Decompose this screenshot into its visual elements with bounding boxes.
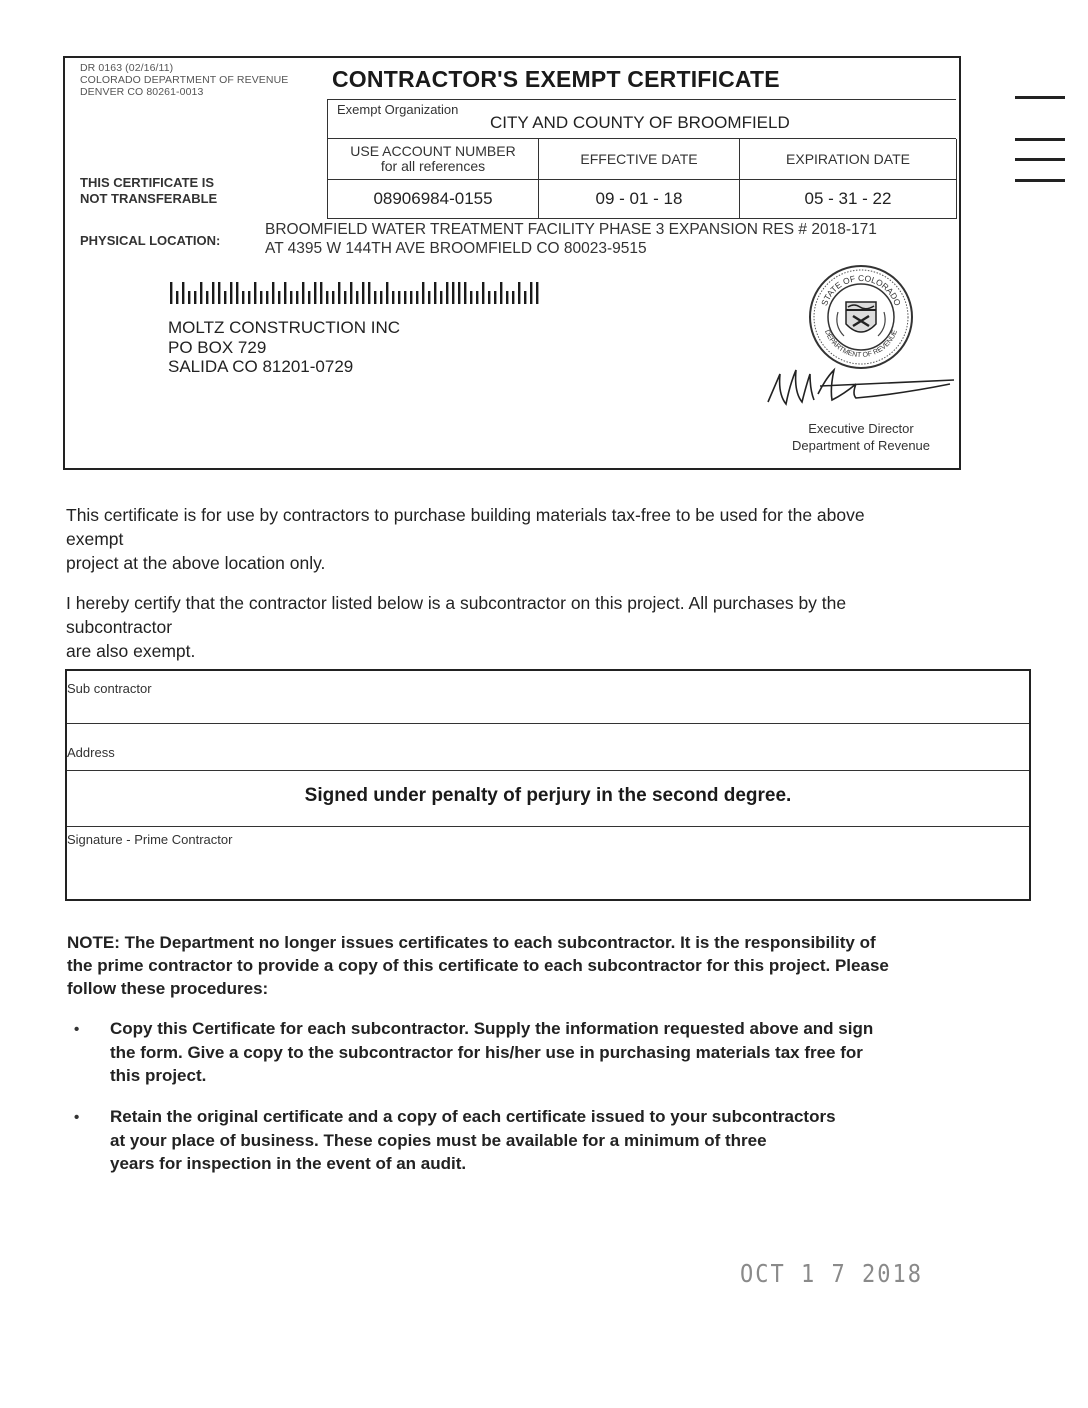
contractor-po-box: PO BOX 729 [168,337,267,357]
form-divider [67,770,1029,771]
signatory-title [786,420,936,454]
barcode-bar [284,282,286,304]
form-divider [67,723,1029,724]
note-line: NOTE: The Department no longer issues certificates to each subcontractor. It is the responsibility of [67,933,876,952]
address-label: Address [67,745,115,760]
barcode-bar [524,291,526,304]
note-line: the prime contractor to provide a copy of this certificate to each subcontractor for this project. Please [67,956,889,975]
state-seal-icon [808,264,914,370]
contractor-address-block [168,318,400,377]
barcode-bar [464,282,466,304]
barcode-bar [446,282,448,304]
note-paragraph [67,931,1027,1000]
barcode-bar [422,282,424,304]
barcode-bar [494,291,496,304]
expiration-date-value: 05 - 31 - 22 [740,180,957,219]
barcode-bar [326,291,328,304]
received-date-stamp: OCT 1 7 2018 [740,1260,923,1289]
barcode-bar [176,291,178,304]
perjury-statement: Signed under penalty of perjury in the second degree. [304,785,792,806]
barcode-bar [296,291,298,304]
barcode-bar [278,291,280,304]
note-line: follow these procedures: [67,979,269,998]
barcode-bar [338,282,340,304]
barcode-bar [356,291,358,304]
use-account-number-value: 08906984-0155 [328,180,539,219]
barcode-bar [320,282,322,304]
scan-edge-mark [1015,158,1065,161]
exempt-organization-value: CITY AND COUNTY OF BROOMFIELD [490,113,790,132]
director-signature [760,364,955,410]
procedure-line: Retain the original certificate and a copy of each certificate issued to your subcontractors [110,1107,836,1126]
paragraph-line: subcontractor [66,617,173,637]
barcode-bar [440,291,442,304]
sub-contractor-field[interactable] [67,673,1029,723]
header-line: USE ACCOUNT NUMBER [350,143,516,159]
barcode-bar [260,291,262,304]
seal-bottom-text: DEPARTMENT OF REVENUE [822,329,900,360]
barcode-bar [500,282,502,304]
signature-label: Signature - Prime Contractor [67,832,233,847]
postal-barcode [170,282,542,304]
bullet-icon: • [74,1021,80,1038]
barcode-bar [188,291,190,304]
barcode-bar [374,291,376,304]
bullet-icon: • [74,1109,80,1126]
barcode-bar [506,291,508,304]
barcode-bar [392,291,394,304]
barcode-bar [488,291,490,304]
svg-text:DEPARTMENT OF REVENUE [823,329,899,359]
form-divider [67,826,1029,827]
header-expiration-date: EXPIRATION DATE [740,139,957,180]
details-table [327,139,956,219]
paragraph-line: exempt [66,529,124,549]
signatory-position: Executive Director [808,421,914,436]
barcode-bar [182,282,184,304]
barcode-bar [302,282,304,304]
barcode-bar [368,282,370,304]
paragraph-line: project at the above location only. [66,553,326,573]
physical-location-value [265,220,877,258]
barcode-bar [200,282,202,304]
procedure-line: years for inspection in the event of an audit. [110,1154,467,1173]
header-subline: for all references [380,158,486,174]
barcode-bar [290,291,292,304]
location-line: AT 4395 W 144TH AVE BROOMFIELD CO 80023-9515 [265,240,647,257]
paragraph-line: I hereby certify that the contractor listed below is a subcontractor on this project. All purchases by the [66,593,847,613]
effective-date-value: 09 - 01 - 18 [539,180,740,219]
barcode-bar [266,291,268,304]
form-identifier [80,62,288,98]
procedure-item [110,1105,1010,1176]
barcode-bar [410,291,412,304]
contractor-city-state-zip: SALIDA CO 81201-0729 [168,357,354,376]
header-effective-date: EFFECTIVE DATE [539,139,740,180]
scan-edge-mark [1015,138,1065,141]
usage-paragraph [66,503,976,575]
barcode-bar [536,282,538,304]
signatory-department: Department of Revenue [791,438,931,453]
barcode-bar [170,282,172,304]
scan-edge-mark [1015,179,1065,182]
exempt-organization-label: Exempt Organization [337,102,459,117]
barcode-bar [434,282,436,304]
barcode-bar [332,291,334,304]
barcode-bar [398,291,400,304]
department-name: COLORADO DEPARTMENT OF REVENUE [80,74,289,86]
sub-contractor-label: Sub contractor [67,681,152,696]
procedure-line: this project. [110,1066,207,1085]
notice-line: THIS CERTIFICATE IS [80,175,215,190]
barcode-bar [350,282,352,304]
barcode-bar [416,291,418,304]
barcode-bar [242,291,244,304]
contractor-name: MOLTZ CONSTRUCTION INC [168,318,401,337]
barcode-bar [206,291,208,304]
procedure-line: Copy this Certificate for each subcontractor. Supply the information requested above and sign [110,1019,874,1038]
barcode-bar [482,282,484,304]
barcode-bar [194,291,196,304]
barcode-bar [458,282,460,304]
barcode-bar [218,282,220,304]
notice-line: NOT TRANSFERABLE [80,191,218,206]
procedure-line: the form. Give a copy to the subcontractor for his/her use in purchasing materials tax free for [110,1042,863,1062]
barcode-bar [476,291,478,304]
barcode-bar [224,291,226,304]
address-field[interactable] [67,725,1029,770]
certificate-title: CONTRACTOR'S EXEMPT CERTIFICATE [332,66,780,92]
barcode-bar [530,282,532,304]
prime-contractor-signature-field[interactable] [67,828,1029,899]
barcode-bar [512,291,514,304]
barcode-bar [236,282,238,304]
barcode-bar [308,291,310,304]
barcode-bar [380,291,382,304]
barcode-bar [470,291,472,304]
barcode-bar [386,282,388,304]
barcode-bar [212,282,214,304]
certification-paragraph [66,591,976,663]
barcode-bar [362,282,364,304]
barcode-bar [404,291,406,304]
form-number: DR 0163 (02/16/11) [80,62,174,74]
procedure-line: at your place of business. These copies must be available for a minimum of three [110,1130,767,1150]
barcode-bar [428,291,430,304]
department-address: DENVER CO 80261-0013 [80,86,204,98]
scan-edge-mark [1015,96,1065,99]
barcode-bar [272,282,274,304]
barcode-bar [452,282,454,304]
seal-top-text: STATE OF COLORADO [819,272,903,308]
location-line: BROOMFIELD WATER TREATMENT FACILITY PHASE 3 EXPANSION RES # 2018-171 [265,221,877,238]
paragraph-line: are also exempt. [66,641,196,661]
not-transferable-notice [80,175,217,207]
barcode-bar [254,282,256,304]
paragraph-line: This certificate is for use by contractors to purchase building materials tax-free to be used for the above [66,505,865,525]
barcode-bar [230,282,232,304]
barcode-bar [314,282,316,304]
procedure-item [110,1017,1010,1088]
barcode-bar [518,282,520,304]
header-use-account-number [328,139,539,180]
physical-location-label: PHYSICAL LOCATION: [80,233,221,248]
barcode-bar [344,291,346,304]
barcode-bar [248,291,250,304]
